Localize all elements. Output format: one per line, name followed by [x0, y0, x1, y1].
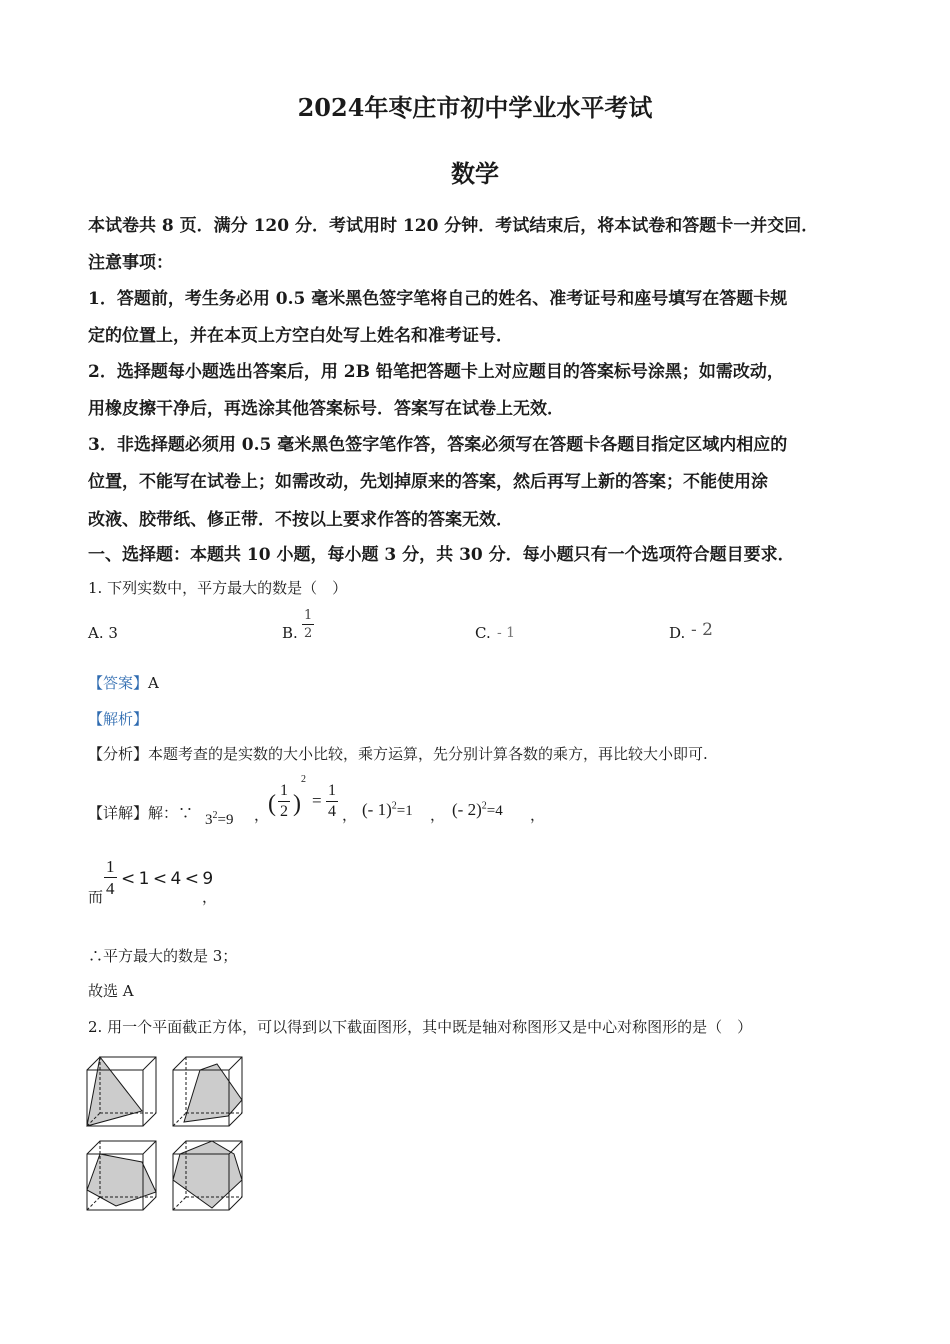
compare-denominator: 4	[106, 879, 115, 898]
step-2-result-denominator: 4	[328, 803, 336, 820]
step-2-exponent: 2	[301, 774, 306, 785]
step-1-base: 3	[205, 812, 213, 828]
option-b-fraction	[302, 609, 314, 640]
exam-intro: 本试卷共 8 页．满分 120 分．考试用时 120 分钟．考试结束后，将本试卷和答题卡一并交回．	[88, 216, 819, 236]
cube-trapezoid-section	[87, 1141, 156, 1210]
option-c-value: - 1	[497, 625, 516, 641]
separator-2: ，	[342, 806, 358, 824]
compare-prefix: 而	[88, 888, 104, 906]
option-a: A. 3	[88, 624, 118, 642]
detail-because: 解：∵	[148, 804, 194, 822]
detail-prefix	[88, 802, 193, 823]
section-heading: 一、选择题：本题共 10 小题，每小题 3 分，共 30 分．每小题只有一个选项符合题目要求．	[88, 545, 795, 565]
step-2-close-paren: )	[293, 791, 301, 817]
compare-numerator: 1	[106, 857, 115, 876]
choice-line: 故选 A	[88, 982, 134, 1000]
option-d-value: - 2	[691, 620, 713, 640]
step-2-result-numerator: 1	[326, 783, 338, 802]
notice-item-3-line-3: 改液、胶带纸、修正带．不按以上要求作答的答案无效．	[88, 510, 513, 530]
step-2-numerator: 1	[278, 783, 290, 802]
step-1-exponent: 2	[212, 810, 218, 821]
fenxi-text: 本题考查的是实数的大小比较，乘方运算，先分别计算各数的乘方，再比较大小即可.	[148, 745, 708, 763]
exam-title: 2024年枣庄市初中学业水平考试	[297, 93, 653, 122]
option-c-label: C.	[475, 624, 491, 642]
option-d-label: D.	[669, 624, 686, 642]
step-4-exponent: 2	[481, 800, 487, 812]
option-b-label: B.	[282, 624, 298, 642]
conclusion-line: ∴平方最大的数是 3；	[88, 947, 238, 965]
notice-title: 注意事项：	[88, 253, 173, 273]
step-3-base: (- 1)	[362, 800, 392, 819]
separator-1: ，	[254, 806, 270, 824]
fenxi-line	[88, 743, 708, 764]
step-3-result: =1	[396, 803, 413, 819]
step-4	[452, 800, 503, 820]
step-3	[362, 800, 413, 820]
notice-item-2-line-1: 2．选择题每小题选出答案后，用 2B 铅笔把答题卡上对应题目的答案标号涂黑；如需改动，	[88, 362, 784, 382]
notice-item-2-line-2: 用橡皮擦干净后，再选涂其他答案标号．答案写在试卷上无效．	[88, 399, 564, 419]
answer-value: A	[148, 674, 159, 692]
step-2-open-paren: (	[268, 791, 276, 817]
subject-title: 数学	[451, 159, 499, 188]
step-2-fraction	[278, 783, 290, 820]
answer-tag: 【答案】	[88, 674, 149, 692]
cube-hexagon-section	[173, 1141, 242, 1210]
compare-fraction	[104, 858, 117, 897]
step-4-result: =4	[486, 803, 503, 819]
compare-end: ，	[202, 888, 218, 906]
step-2-equals: =	[312, 791, 322, 810]
step-2-result-fraction	[326, 783, 338, 820]
analysis-tag: 【解析】	[88, 710, 149, 728]
separator-3: ，	[430, 806, 446, 824]
notice-item-1-line-1: 1．答题前，考生务必用 0.5 毫米黑色签字笔将自己的姓名、准考证号和座号填写在答题卡规	[88, 289, 788, 309]
option-b-numerator: 1	[304, 608, 313, 623]
notice-item-1-line-2: 定的位置上，并在本页上方空白处写上姓名和准考证号．	[88, 326, 513, 346]
question-1-stem: 1. 下列实数中，平方最大的数是（ ）	[88, 579, 348, 597]
step-1-result: =9	[217, 812, 234, 828]
notice-item-3-line-1: 3．非选择题必须用 0.5 毫米黑色签字笔作答，答案必须写在答题卡各题目指定区域内相应的	[88, 435, 788, 455]
question-2-stem: 2. 用一个平面截正方体，可以得到以下截面图形，其中既是轴对称图形又是中心对称图形的是（ ）	[88, 1018, 753, 1036]
notice-item-3-line-2: 位置，不能写在试卷上；如需改动，先划掉原来的答案，然后再写上新的答案；不能使用涂	[88, 472, 768, 492]
detail-tag: 【详解】	[88, 804, 149, 822]
cube-quadrilateral-section	[173, 1057, 242, 1126]
compare-inequality: < 1 < 4 < 9	[121, 869, 214, 889]
step-3-exponent: 2	[391, 800, 397, 812]
step-4-base: (- 2)	[452, 800, 482, 819]
cube-triangle-section	[87, 1057, 156, 1126]
cube-figures	[86, 1056, 246, 1212]
step-1	[205, 810, 233, 829]
fenxi-tag: 【分析】	[88, 745, 149, 763]
step-2-denominator: 2	[280, 803, 288, 820]
separator-4: ，	[530, 806, 546, 824]
option-b-denominator: 2	[304, 626, 313, 641]
answer-line	[88, 672, 159, 693]
